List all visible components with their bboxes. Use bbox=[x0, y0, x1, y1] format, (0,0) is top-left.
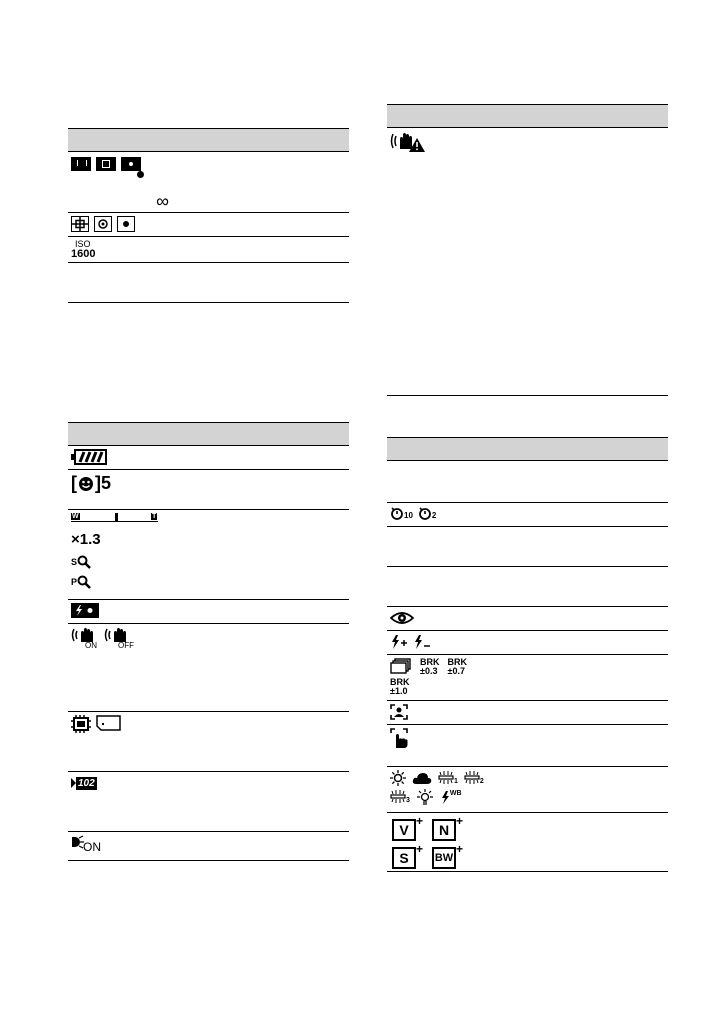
internal-memory-icon bbox=[71, 715, 91, 733]
header-cell-display bbox=[387, 105, 491, 128]
indicator-table-c bbox=[387, 104, 668, 396]
table-header bbox=[387, 438, 668, 461]
steadyshot-on-label: ON bbox=[85, 641, 97, 650]
self-timer-2-label: 2 bbox=[431, 511, 437, 520]
folder-icon bbox=[71, 777, 97, 790]
description-cell bbox=[491, 503, 668, 527]
icon-cell bbox=[387, 767, 491, 813]
indicator-table-d bbox=[387, 437, 668, 872]
header-cell-indication bbox=[491, 438, 668, 461]
description-cell bbox=[171, 600, 349, 624]
metering-multi-icon bbox=[71, 216, 89, 232]
burst-icon bbox=[390, 658, 412, 674]
icon-cell bbox=[68, 832, 171, 861]
description-cell bbox=[491, 813, 668, 872]
header-cell-display bbox=[68, 423, 171, 446]
table-row bbox=[68, 832, 349, 861]
af-illuminator-on-label: ON bbox=[83, 840, 101, 854]
table-row bbox=[68, 712, 349, 772]
table-row bbox=[68, 152, 349, 213]
icon-cell bbox=[387, 701, 491, 725]
steadyshot-on-icon bbox=[71, 627, 99, 649]
table-row bbox=[387, 655, 668, 701]
table-row bbox=[387, 631, 668, 655]
zoom-bar-icon bbox=[71, 513, 171, 597]
focus-frame-center-icon bbox=[96, 157, 116, 171]
icon-cell bbox=[68, 446, 171, 470]
icon-cell bbox=[68, 772, 171, 832]
description-cell bbox=[491, 128, 668, 396]
table-row bbox=[387, 725, 668, 767]
description-cell bbox=[171, 237, 349, 263]
description-cell bbox=[491, 701, 668, 725]
bracket-label: BRK bbox=[420, 657, 440, 667]
color-sepia-icon bbox=[392, 842, 423, 869]
icon-cell bbox=[387, 655, 491, 701]
icon-cell bbox=[68, 510, 171, 600]
table-row bbox=[387, 567, 668, 607]
table-row bbox=[68, 772, 349, 832]
bracket-label: BRK bbox=[390, 677, 410, 687]
precision-zoom-icon bbox=[71, 575, 91, 589]
wb-fluorescent-1-icon bbox=[438, 771, 458, 785]
focus-frame-wide-icon bbox=[71, 157, 91, 171]
table-row bbox=[68, 470, 349, 510]
icon-cell bbox=[387, 128, 491, 396]
table-row bbox=[387, 527, 668, 567]
iso-value: 1600 bbox=[71, 248, 96, 260]
flash-plus-icon bbox=[390, 634, 408, 650]
description-cell bbox=[491, 607, 668, 631]
indicator-table-a bbox=[68, 128, 349, 303]
description-cell bbox=[171, 446, 349, 470]
wb-fluorescent-1-number: 1 bbox=[454, 778, 458, 785]
color-vivid-icon bbox=[392, 814, 423, 841]
memory-card-icon bbox=[96, 715, 122, 731]
header-cell-indication bbox=[491, 105, 668, 128]
sparkle-mark: + bbox=[415, 814, 423, 828]
wb-flash-label: WB bbox=[449, 790, 462, 797]
smart-zoom-icon bbox=[71, 555, 91, 569]
description-cell bbox=[171, 832, 349, 861]
description-cell bbox=[171, 624, 349, 712]
color-sepia-letter: S bbox=[399, 850, 409, 866]
smart-zoom-letter: S bbox=[71, 557, 78, 567]
description-cell bbox=[491, 725, 668, 767]
table-row bbox=[68, 510, 349, 600]
bracket-07-icon bbox=[448, 658, 468, 676]
iso-icon bbox=[71, 240, 171, 260]
table-header bbox=[68, 129, 349, 152]
description-cell bbox=[171, 213, 349, 237]
table-row bbox=[387, 813, 668, 872]
bracket-value: ±1.0 bbox=[390, 686, 408, 696]
camera-shake-warning-icon bbox=[390, 131, 426, 153]
wb-cloudy-icon bbox=[412, 771, 432, 785]
sparkle-mark: + bbox=[455, 814, 463, 828]
description-cell bbox=[491, 631, 668, 655]
bracket-value: ±0.3 bbox=[420, 666, 438, 676]
color-bw-letters: BW bbox=[434, 852, 454, 864]
header-cell-display bbox=[68, 129, 171, 152]
wb-fluorescent-2-icon bbox=[464, 771, 484, 785]
wb-incandescent-icon bbox=[416, 789, 434, 805]
table-row bbox=[68, 237, 349, 263]
bracket-03-icon bbox=[420, 658, 440, 676]
color-bw-icon bbox=[432, 842, 463, 869]
smile-count-icon: [ ] 5 bbox=[71, 473, 112, 493]
self-timer-2-icon bbox=[418, 506, 436, 520]
folder-number: 102 bbox=[78, 777, 95, 789]
smile-count-value: 5 bbox=[101, 473, 112, 493]
icon-cell bbox=[68, 152, 171, 213]
wb-fluorescent-2-number: 2 bbox=[479, 778, 484, 785]
wb-fluorescent-3-number: 3 bbox=[406, 797, 410, 804]
steadyshot-off-icon bbox=[104, 627, 134, 649]
touch-focus-icon bbox=[390, 728, 410, 750]
icon-cell bbox=[68, 624, 171, 712]
icon-cell bbox=[387, 725, 491, 767]
metering-spot-icon bbox=[117, 216, 135, 232]
table-row bbox=[387, 128, 668, 396]
steadyshot-off-label: OFF bbox=[118, 641, 134, 650]
face-detection-icon bbox=[390, 704, 408, 720]
color-vivid-letter: V bbox=[399, 822, 409, 838]
description-cell bbox=[171, 510, 349, 600]
description-cell bbox=[171, 470, 349, 510]
indicator-table-b bbox=[68, 422, 349, 861]
table-row bbox=[387, 607, 668, 631]
wb-daylight-icon bbox=[390, 770, 406, 786]
description-cell bbox=[491, 655, 668, 701]
flash-redeye-icon bbox=[71, 603, 99, 618]
description-cell bbox=[491, 767, 668, 813]
table-row bbox=[68, 446, 349, 470]
header-cell-indication bbox=[171, 129, 349, 152]
bracket-label: BRK bbox=[447, 657, 467, 667]
description-cell bbox=[171, 263, 349, 303]
color-natural-icon bbox=[432, 814, 463, 841]
zoom-tele-label: T bbox=[152, 513, 157, 520]
icon-cell bbox=[387, 503, 491, 527]
icon-cell bbox=[387, 607, 491, 631]
focus-frame-spot-icon bbox=[121, 157, 141, 171]
description-cell bbox=[491, 527, 668, 567]
iso-label: ISO bbox=[75, 239, 91, 249]
wb-flash-icon bbox=[440, 790, 462, 804]
infinity-icon: ∞ bbox=[156, 191, 169, 211]
metering-center-icon bbox=[94, 216, 112, 232]
icon-cell bbox=[68, 213, 171, 237]
table-row bbox=[387, 503, 668, 527]
icon-cell bbox=[387, 813, 491, 872]
icon-cell bbox=[68, 712, 171, 772]
icon-cell bbox=[68, 600, 171, 624]
table-row bbox=[68, 600, 349, 624]
table-row bbox=[387, 767, 668, 813]
af-illuminator-icon bbox=[71, 835, 107, 853]
header-cell-display bbox=[387, 438, 491, 461]
header-cell-indication bbox=[171, 423, 349, 446]
table-row bbox=[387, 701, 668, 725]
description-cell bbox=[171, 712, 349, 772]
red-eye-icon bbox=[390, 610, 414, 626]
table-row bbox=[68, 263, 349, 303]
table-header bbox=[68, 423, 349, 446]
sparkle-mark: + bbox=[455, 842, 463, 856]
battery-icon bbox=[71, 449, 107, 465]
description-cell bbox=[171, 772, 349, 832]
precision-zoom-letter: P bbox=[71, 577, 78, 587]
color-natural-letter: N bbox=[438, 822, 450, 838]
icon-cell bbox=[68, 263, 171, 303]
description-cell bbox=[171, 152, 349, 213]
table-row bbox=[387, 461, 668, 503]
icon-cell bbox=[68, 470, 171, 510]
table-header bbox=[387, 105, 668, 128]
sparkle-mark: + bbox=[415, 842, 423, 856]
icon-cell bbox=[68, 237, 171, 263]
icon-cell bbox=[387, 631, 491, 655]
icon-cell bbox=[387, 567, 491, 607]
bracket-value: ±0.7 bbox=[447, 666, 465, 676]
table-row bbox=[68, 213, 349, 237]
bracket-10-icon bbox=[390, 678, 410, 696]
table-row bbox=[68, 624, 349, 712]
zoom-ratio: ×1.3 bbox=[71, 531, 101, 548]
icon-cell bbox=[387, 527, 491, 567]
flash-minus-icon bbox=[413, 634, 431, 650]
description-cell bbox=[491, 567, 668, 607]
zoom-wide-label: W bbox=[72, 513, 79, 520]
self-timer-10-icon bbox=[390, 506, 413, 520]
self-timer-10-label: 10 bbox=[404, 511, 413, 520]
wb-fluorescent-3-icon bbox=[390, 790, 410, 804]
description-cell bbox=[491, 461, 668, 503]
icon-cell bbox=[387, 461, 491, 503]
